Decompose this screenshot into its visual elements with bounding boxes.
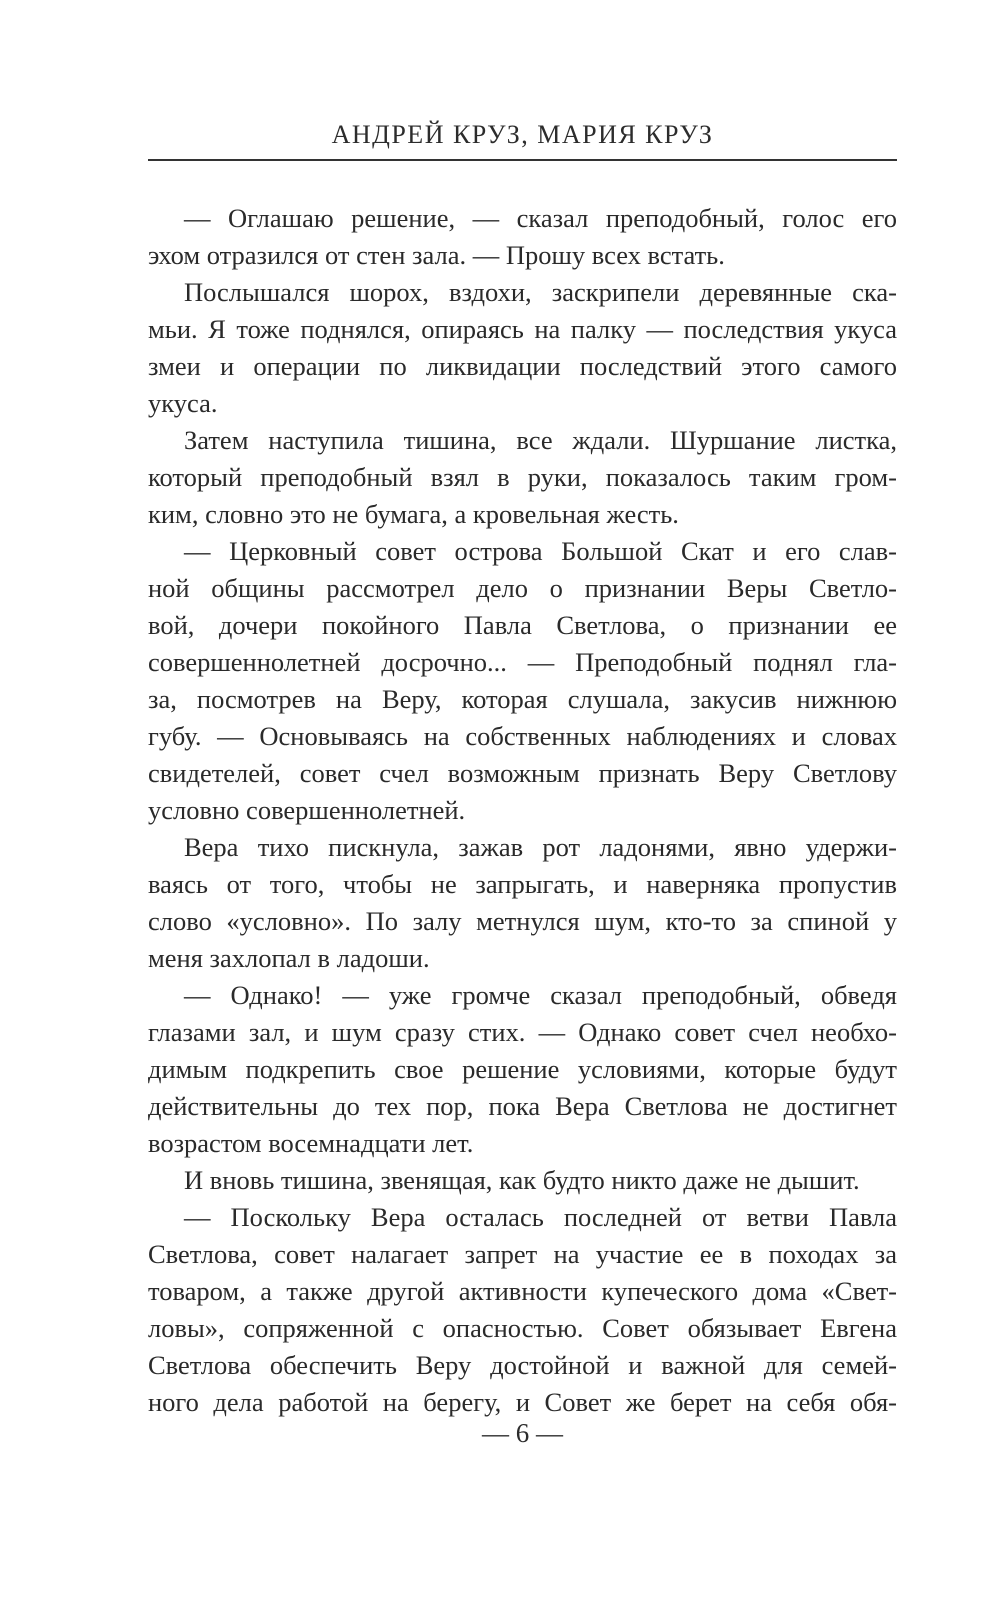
text-line: ким, словно это не бумага, а кровельная жесть. bbox=[148, 499, 679, 529]
text-line: Затем наступила тишина, все ждали. Шуршание листка, bbox=[184, 425, 897, 455]
text-line: эхом отразился от стен зала. — Прошу всех встать. bbox=[148, 240, 725, 270]
text-line: вой, дочери покойного Павла Светлова, о признании ее bbox=[148, 610, 897, 640]
running-title: АНДРЕЙ КРУЗ, МАРИЯ КРУЗ bbox=[331, 120, 714, 149]
body-text bbox=[148, 200, 897, 1421]
text-line: Вера тихо пискнула, зажав рот ладонями, явно удержи- bbox=[184, 832, 897, 862]
text-line: ловы», сопряженной с опасностью. Совет обязывает Евгена bbox=[148, 1313, 897, 1343]
text-line: змеи и операции по ликвидации последствий этого самого bbox=[148, 351, 897, 381]
text-line: ваясь от того, чтобы не запрыгать, и наверняка пропустив bbox=[148, 869, 897, 899]
text-line: — Оглашаю решение, — сказал преподобный, голос его bbox=[184, 203, 897, 233]
text-line: слово «условно». По залу метнулся шум, кто-то за спиной у bbox=[148, 906, 897, 936]
text-line: условно совершеннолетней. bbox=[148, 795, 466, 825]
header-rule bbox=[148, 159, 897, 161]
text-line: совершеннолетней досрочно... — Преподобный поднял гла- bbox=[148, 647, 897, 677]
text-line: меня захлопал в ладоши. bbox=[148, 943, 430, 973]
text-line: ной общины рассмотрел дело о признании Веры Светло- bbox=[148, 573, 897, 603]
text-line: димым подкрепить свое решение условиями, которые будут bbox=[148, 1054, 897, 1084]
text-line: мьи. Я тоже поднялся, опираясь на палку — последствия укуса bbox=[148, 314, 897, 344]
text-line: — Однако! — уже громче сказал преподобный, обведя bbox=[184, 980, 897, 1010]
text-line: глазами зал, и шум сразу стих. — Однако совет счел необхо- bbox=[148, 1017, 897, 1047]
text-line: — Церковный совет острова Большой Скат и его слав- bbox=[184, 536, 897, 566]
text-line: ного дела работой на берегу, и Совет же берет на себя обя- bbox=[148, 1387, 897, 1417]
text-line: — Поскольку Вера осталась последней от ветви Павла bbox=[184, 1202, 897, 1232]
text-line: за, посмотрев на Веру, которая слушала, закусив нижнюю bbox=[148, 684, 897, 714]
text-line: возрастом восемнадцати лет. bbox=[148, 1128, 474, 1158]
text-line: губу. — Основываясь на собственных наблюдениях и словах bbox=[148, 721, 897, 751]
text-line: укуса. bbox=[148, 388, 218, 418]
text-line: И вновь тишина, звенящая, как будто никто даже не дышит. bbox=[184, 1165, 860, 1195]
page-number: — 6 — bbox=[482, 1418, 563, 1448]
text-line: свидетелей, совет счел возможным признать Веру Светлову bbox=[148, 758, 897, 788]
text-line: который преподобный взял в руки, показалось таким гром- bbox=[148, 462, 897, 492]
text-line: товаром, а также другой активности купеческого дома «Свет- bbox=[148, 1276, 897, 1306]
text-line: Светлова обеспечить Веру достойной и важной для семей- bbox=[148, 1350, 897, 1380]
text-line: Послышался шорох, вздохи, заскрипели деревянные ска- bbox=[184, 277, 897, 307]
text-line: Светлова, совет налагает запрет на участие ее в походах за bbox=[148, 1239, 897, 1269]
text-line: действительны до тех пор, пока Вера Светлова не достигнет bbox=[148, 1091, 897, 1121]
